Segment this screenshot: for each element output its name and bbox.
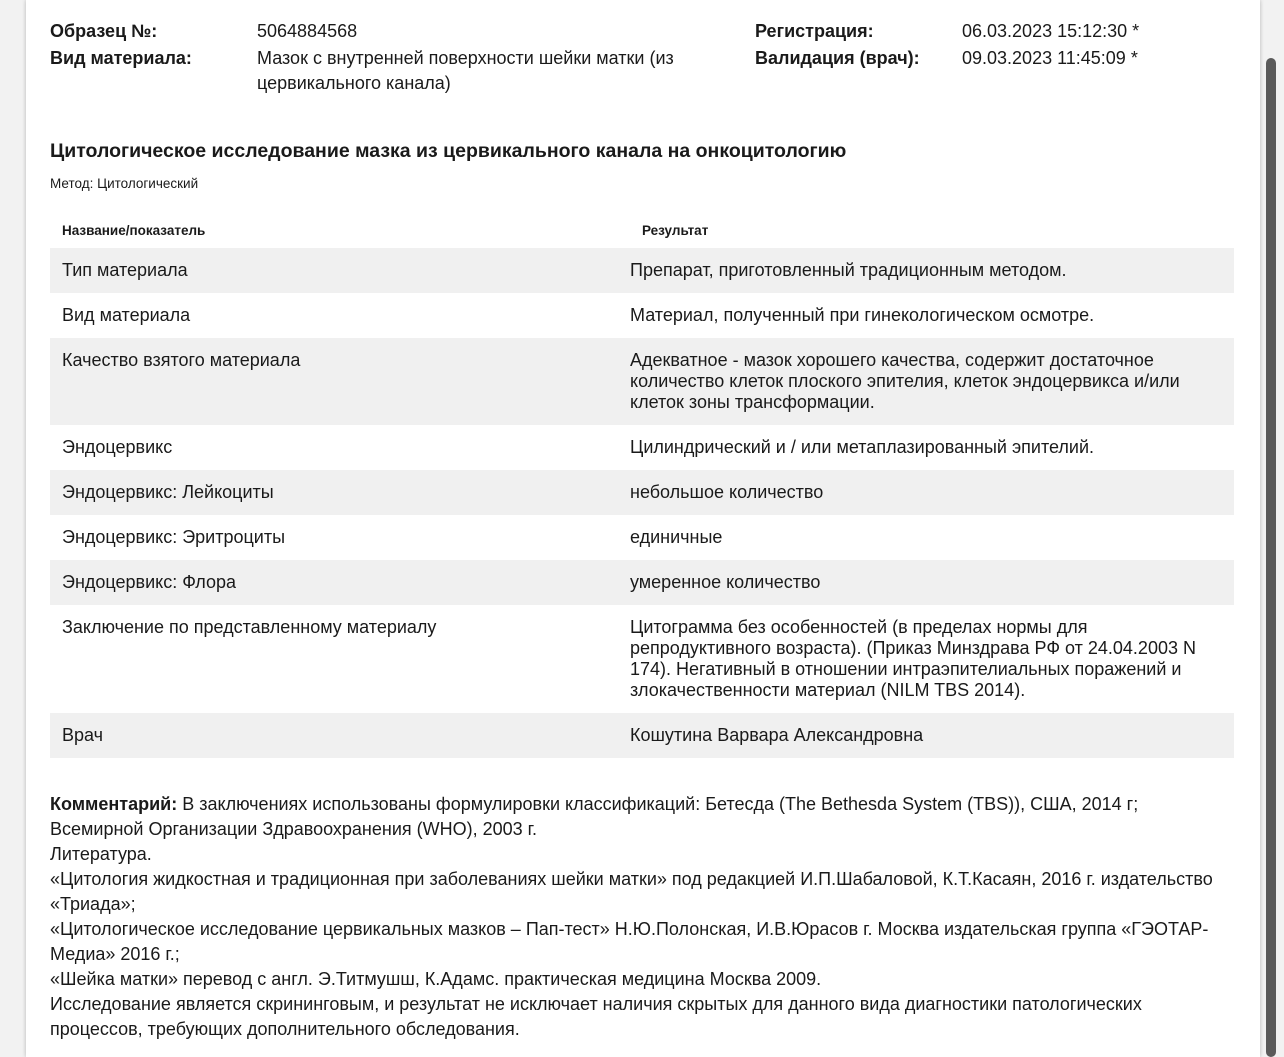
row-value: Цилиндрический и / или метаплазированный эпителий.	[630, 437, 1095, 457]
table-row	[50, 293, 1234, 338]
comments-block	[50, 792, 1234, 1042]
results-table	[50, 248, 1234, 758]
row-value: Цитограмма без особенностей (в пределах нормы для репродуктивного возраста). (Приказ Минздрава РФ от 24.04.2003 N 174). Негативный в отношении интраэпителиальных поражений и злокачественности материал (NILM TBS 2014).	[630, 617, 1196, 700]
row-name: Эндоцервикс: Эритроциты	[62, 527, 286, 547]
comment-paragraph	[50, 792, 1234, 842]
row-name: Эндоцервикс: Лейкоциты	[62, 482, 274, 502]
sample-label: Образец №:	[50, 21, 158, 41]
validation-value: 09.03.2023 11:45:09 *	[962, 48, 1138, 68]
row-value: умеренное количество	[630, 572, 821, 592]
row-name: Эндоцервикс	[62, 437, 173, 457]
column-header-result: Результат	[642, 223, 709, 238]
material-value: Мазок с внутренней поверхности шейки матки (из цервикального канала)	[257, 48, 674, 93]
material-label: Вид материала:	[50, 48, 192, 68]
table-row	[50, 248, 1234, 293]
table-row	[50, 713, 1234, 758]
study-title: Цитологическое исследование мазка из цервикального канала на онкоцитологию	[50, 140, 847, 162]
row-name: Вид материала	[62, 305, 191, 325]
table-row	[50, 470, 1234, 515]
table-row	[50, 515, 1234, 560]
row-value: Препарат, приготовленный традиционным методом.	[630, 260, 1067, 280]
row-name: Тип материала	[62, 260, 188, 280]
table-row	[50, 338, 1234, 425]
literature-item: «Шейка матки» перевод с англ. Э.Титмушш, К.Адамс. практическая медицина Москва 2009.	[50, 969, 822, 989]
row-value: Кошутина Варвара Александровна	[630, 725, 924, 745]
row-name: Врач	[62, 725, 104, 745]
comment-text: В заключениях использованы формулировки классификаций: Бетесда (The Bethesda System (TBS)), США, 2014 г; Всемирной Организации Здравоохранения (WHO), 2003 г.	[50, 794, 1139, 839]
row-value: Адекватное - мазок хорошего качества, содержит достаточное количество клеток плоского эпителия, клеток эндоцервикса и/или клеток зоны трансформации.	[630, 350, 1180, 412]
literature-item: «Цитология жидкостная и традиционная при заболеваниях шейки матки» под редакцией И.П.Шабаловой, К.Т.Касаян, 2016 г. издательство «Триада»;	[50, 869, 1213, 914]
registration-value: 06.03.2023 15:12:30 *	[962, 21, 1140, 41]
disclaimer: Исследование является скрининговым, и результат не исключает наличия скрытых для данного вида диагностики патологических процессов, требующих дополнительного обследования.	[50, 994, 1142, 1039]
row-name: Заключение по представленному материалу	[62, 617, 437, 637]
registration-label: Регистрация:	[755, 21, 874, 41]
row-name: Эндоцервикс: Флора	[62, 572, 237, 592]
sample-number: 5064884568	[257, 21, 358, 41]
row-value: Материал, полученный при гинекологическом осмотре.	[630, 305, 1095, 325]
column-header-name: Название/показатель	[62, 223, 206, 238]
table-row	[50, 425, 1234, 470]
table-row	[50, 560, 1234, 605]
table-row	[50, 605, 1234, 713]
vertical-scrollbar[interactable]	[1266, 58, 1276, 1057]
study-method: Метод: Цитологический	[50, 176, 199, 191]
validation-label: Валидация (врач):	[755, 48, 920, 68]
row-name: Качество взятого материала	[62, 350, 301, 370]
comment-label: Комментарий:	[50, 794, 178, 814]
literature-title: Литература.	[50, 844, 152, 864]
row-value: единичные	[630, 527, 723, 547]
literature-item: «Цитологическое исследование цервикальных мазков – Пап-тест» Н.Ю.Полонская, И.В.Юрасов г. Москва издательская группа «ГЭОТАР-Медиа» 2016 г.;	[50, 919, 1209, 964]
row-value: небольшое количество	[630, 482, 824, 502]
